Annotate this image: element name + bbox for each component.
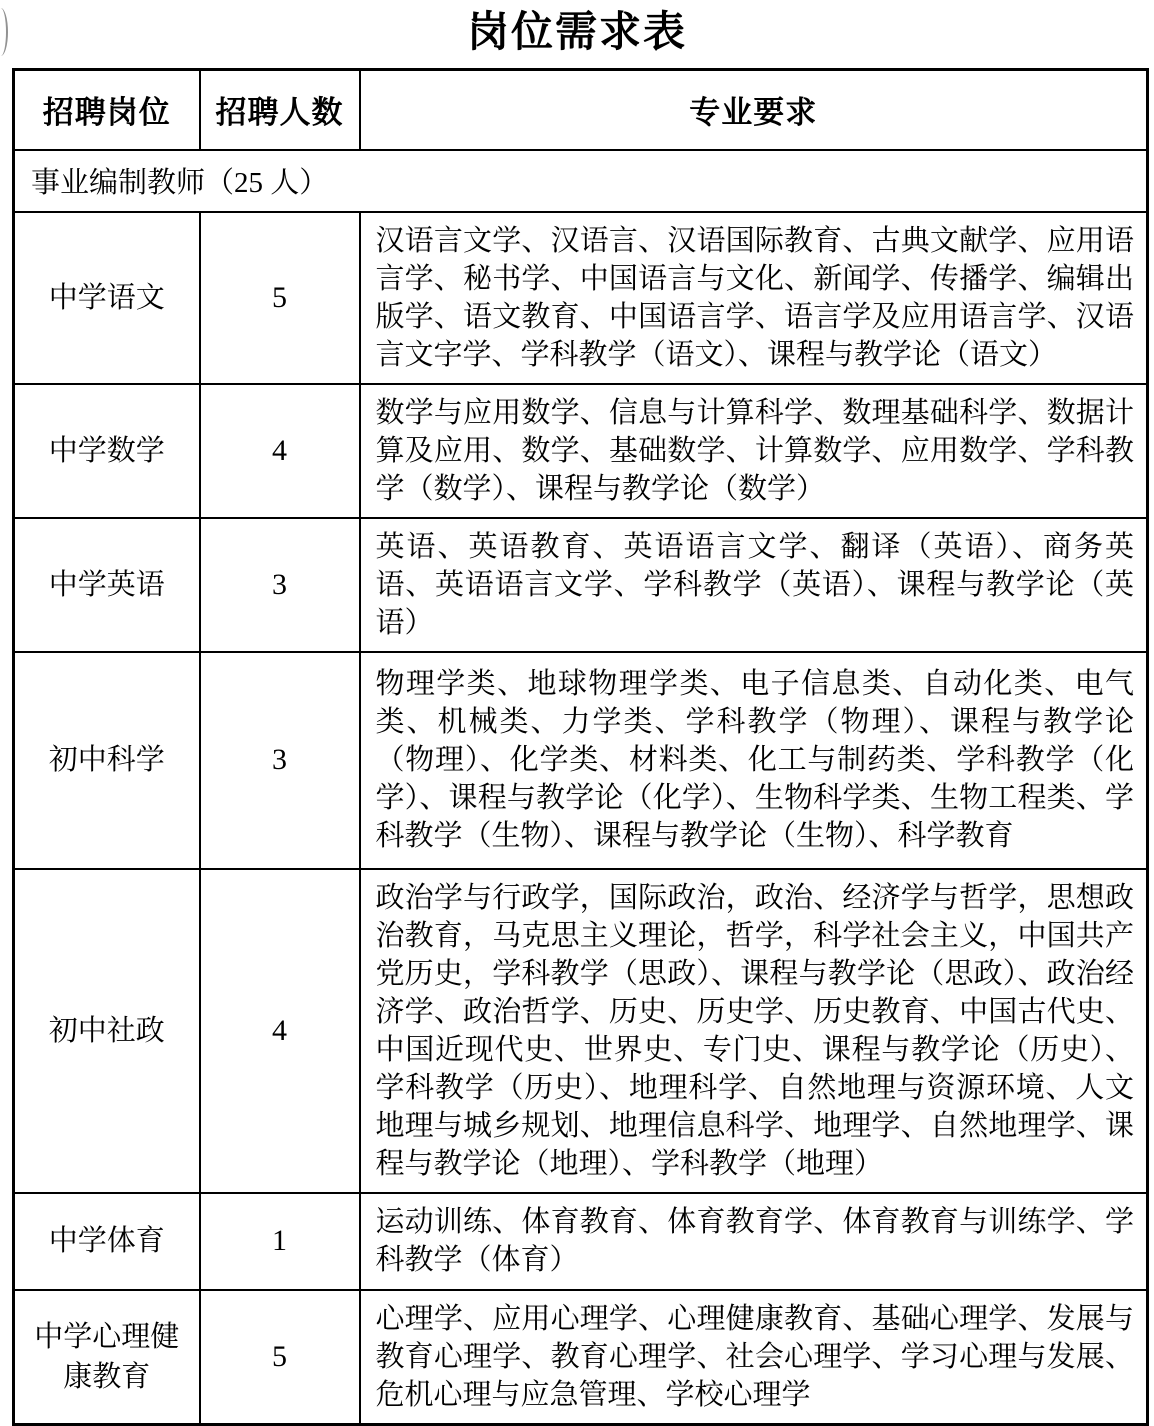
- requirements-cell: 物理学类、地球物理学类、电子信息类、自动化类、电气类、机械类、力学类、学科教学（物理）、课程与教学论（物理）、化学类、材料类、化工与制药类、学科教学（化学）、课程与教学论（化学）、生物科学类、生物工程类、学科教学（生物）、课程与教学论（生物）、科学教育: [360, 652, 1148, 869]
- table-header-row: [14, 70, 1148, 150]
- column-header-position: 招聘岗位: [14, 70, 200, 150]
- table-row: [14, 869, 1148, 1193]
- page-title: 岗位需求表: [466, 8, 687, 55]
- position-cell: 中学心理健康教育: [14, 1290, 200, 1425]
- requirements-cell: 心理学、应用心理学、心理健康教育、基础心理学、发展与教育心理学、教育心理学、社会心理学、学习心理与发展、危机心理与应急管理、学校心理学: [360, 1290, 1148, 1425]
- count-cell: 1: [200, 1193, 360, 1290]
- count-cell: 3: [200, 518, 360, 652]
- section-label: 事业编制教师（25 人）: [14, 150, 1148, 212]
- position-cell: 中学英语: [14, 518, 200, 652]
- count-cell: 5: [200, 212, 360, 384]
- requirements-cell: 运动训练、体育教育、体育教育学、体育教育与训练学、学科教学（体育）: [360, 1193, 1148, 1290]
- count-cell: 5: [200, 1290, 360, 1425]
- position-cell: 中学语文: [14, 212, 200, 384]
- position-cell: 中学体育: [14, 1193, 200, 1290]
- position-cell: 初中科学: [14, 652, 200, 869]
- position-cell: 初中社政: [14, 869, 200, 1193]
- table-row: [14, 652, 1148, 869]
- section-row: [14, 150, 1148, 212]
- requirements-cell: 英语、英语教育、英语语言文学、翻译（英语）、商务英语、英语语言文学、学科教学（英语）、课程与教学论（英语）: [360, 518, 1148, 652]
- requirements-cell: 汉语言文学、汉语言、汉语国际教育、古典文献学、应用语言学、秘书学、中国语言与文化、新闻学、传播学、编辑出版学、语文教育、中国语言学、语言学及应用语言学、汉语言文字学、学科教学（语文）、课程与教学论（语文）: [360, 212, 1148, 384]
- table-row: [14, 1193, 1148, 1290]
- requirements-cell: 政治学与行政学，国际政治，政治、经济学与哲学，思想政治教育，马克思主义理论，哲学，科学社会主义，中国共产党历史，学科教学（思政）、课程与教学论（思政）、政治经济学、政治哲学、历史、历史学、历史教育、中国古代史、中国近现代史、世界史、专门史、课程与教学论（历史）、学科教学（历史）、地理科学、自然地理与资源环境、人文地理与城乡规划、地理信息科学、地理学、自然地理学、课程与教学论（地理）、学科教学（地理）: [360, 869, 1148, 1193]
- column-header-requirements: 专业要求: [360, 70, 1148, 150]
- requirements-cell: 数学与应用数学、信息与计算科学、数理基础科学、数据计算及应用、数学、基础数学、计算数学、应用数学、学科教学（数学）、课程与教学论（数学）: [360, 384, 1148, 518]
- count-cell: 4: [200, 384, 360, 518]
- position-cell: 中学数学: [14, 384, 200, 518]
- job-requirements-table: [12, 68, 1149, 1426]
- table-row: [14, 518, 1148, 652]
- table-row: [14, 212, 1148, 384]
- column-header-count: 招聘人数: [200, 70, 360, 150]
- count-cell: 3: [200, 652, 360, 869]
- table-row: [14, 384, 1148, 518]
- count-cell: 4: [200, 869, 360, 1193]
